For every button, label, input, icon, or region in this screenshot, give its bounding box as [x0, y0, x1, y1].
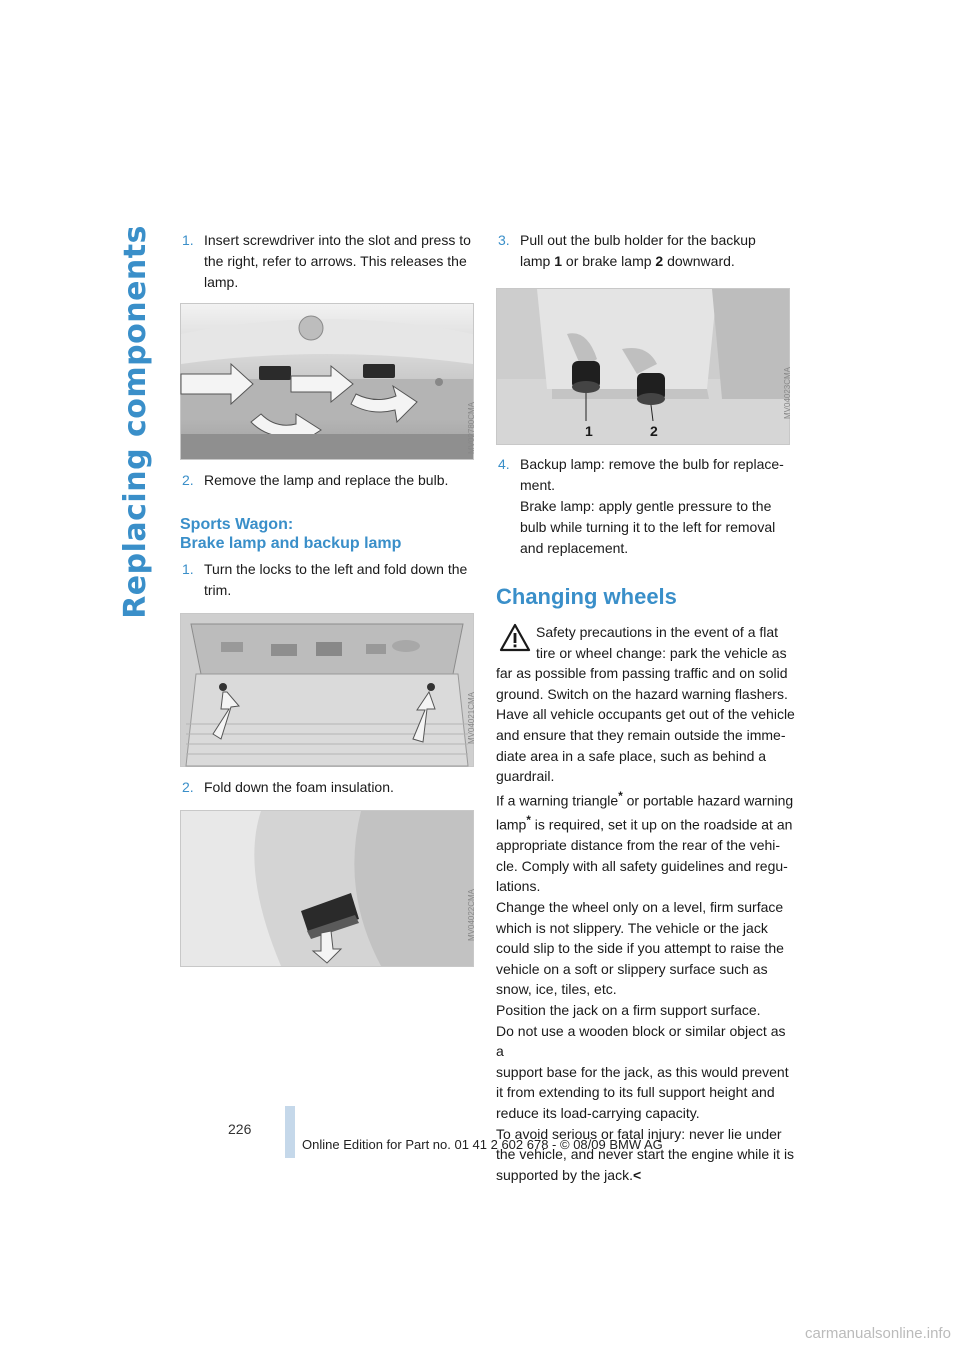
warning-line: diate area in a safe place, such as behind a	[496, 747, 767, 764]
warning-line: supported by the jack.<	[496, 1166, 642, 1183]
warning-line: Do not use a wooden block or similar object as a	[496, 1022, 786, 1060]
optional-equipment-star: *	[526, 814, 531, 827]
foam-insulation-illustration: MV04022CMA	[180, 810, 474, 967]
safety-warning	[496, 622, 796, 1185]
step-4: 4. Backup lamp: remove the bulb for replace- ment. Brake lamp: apply gentle pressure to the bulb while turning it to the left for removal and replacement.	[498, 456, 784, 556]
warning-line: the vehicle, and never start the engine while it is	[496, 1146, 795, 1163]
section-title: Replacing components	[118, 225, 153, 619]
step-2: 2. Remove the lamp and replace the bulb.	[182, 472, 449, 488]
warning-line: appropriate distance from the rear of the vehi-	[496, 837, 781, 854]
optional-equipment-star: *	[618, 789, 623, 803]
warning-triangle-icon	[500, 624, 530, 651]
site-watermark: carmanualsonline.info	[805, 1325, 951, 1342]
bulb-holder-illustration: 1 2 MV04023CMA	[496, 288, 790, 445]
warning-line: vehicle on a soft or slippery surface such as	[496, 960, 768, 977]
callout-1: 1	[585, 423, 593, 439]
taillamp-release-illustration	[180, 303, 474, 460]
warning-line: Change the wheel only on a level, firm surface	[496, 899, 784, 916]
warning-line: Position the jack on a firm support surface.	[496, 1002, 761, 1018]
image-code: MV02780CMA	[467, 401, 476, 454]
warning-line: To avoid serious or fatal injury: never lie under	[496, 1125, 782, 1142]
sw-step-1: 1. Turn the locks to the left and fold down the trim.	[182, 561, 468, 598]
right-column	[496, 230, 796, 1185]
warning-line: could slip to the side if you attempt to raise the	[496, 940, 784, 957]
warning-line: guardrail.	[496, 768, 555, 785]
warning-line: tire or wheel change: park the vehicle as	[536, 644, 787, 661]
warning-line: reduce its load-carrying capacity.	[496, 1104, 700, 1121]
warning-line: Have all vehicle occupants get out of the vehicle	[496, 706, 795, 723]
sports-wagon-subheading: Sports Wagon: Brake lamp and backup lamp	[180, 516, 402, 552]
sw-step-2: 2. Fold down the foam insulation.	[182, 779, 394, 795]
warning-line: and ensure that they remain outside the imme-	[496, 726, 786, 743]
warning-line: snow, ice, tiles, etc.	[496, 981, 617, 998]
warning-line: far as possible from passing traffic and on solid	[496, 665, 788, 682]
warning-line: support base for the jack, as this would prevent	[496, 1063, 789, 1080]
warning-line: lamp* is required, set it up on the roadside at an	[496, 814, 793, 833]
page-number: 226	[228, 1121, 252, 1137]
warning-line: lations.	[496, 878, 541, 895]
warning-line: If a warning triangle* or portable hazard warning	[496, 789, 794, 809]
warning-line: cle. Comply with all safety guidelines and regu-	[496, 857, 788, 874]
warning-line: which is not slippery. The vehicle or the jack	[496, 919, 768, 936]
warning-line: Safety precautions in the event of a flat	[536, 624, 779, 640]
step-1: 1. Insert screwdriver into the slot and press to the right, refer to arrows. This releases the lamp.	[182, 232, 471, 290]
end-mark: <	[632, 1166, 642, 1183]
footer-accent-bar	[285, 1106, 295, 1158]
step-number: 1.	[182, 232, 194, 248]
edition-note: Online Edition for Part no. 01 41 2 602 678 - © 08/09 BMW AG	[302, 1137, 663, 1152]
callout-2: 2	[650, 423, 658, 439]
changing-wheels-heading: Changing wheels	[496, 584, 677, 609]
warning-line: it from extending to its full support height and	[496, 1084, 775, 1101]
trim-locks-illustration: MV04021CMA	[180, 613, 474, 767]
warning-line: ground. Switch on the hazard warning flashers.	[496, 685, 788, 702]
left-column	[180, 230, 480, 967]
step-3: 3. Pull out the bulb holder for the backup lamp 1 or brake lamp 2 downward.	[498, 232, 756, 269]
